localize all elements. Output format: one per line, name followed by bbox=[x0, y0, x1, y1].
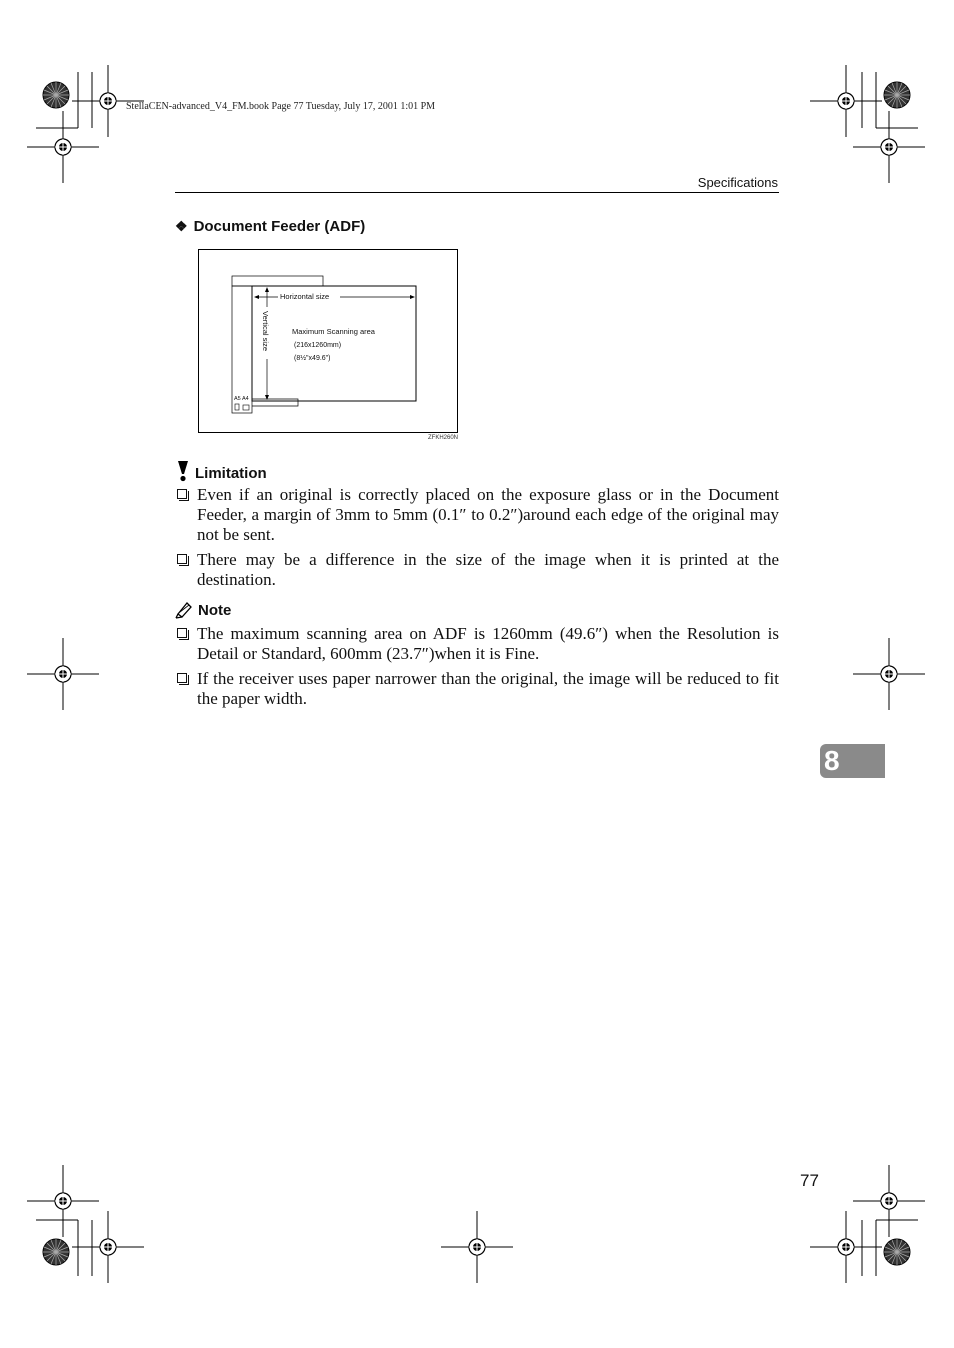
horizontal-size-label: Horizontal size bbox=[280, 292, 330, 301]
inch-size-label: (8½"x49.6") bbox=[294, 355, 331, 362]
section-title-text: Document Feeder (ADF) bbox=[193, 218, 366, 235]
diamond-bullet-icon: ❖ bbox=[175, 218, 188, 234]
checkbox-bullet-icon bbox=[177, 489, 187, 499]
note-title: Note bbox=[198, 601, 232, 619]
chapter-number: 8 bbox=[824, 745, 840, 776]
figure-code: ZFKH260N bbox=[428, 435, 459, 441]
list-item: There may be a difference in the size of the image when it is printed at the destination. bbox=[176, 550, 779, 590]
vertical-size-label: Vertical size bbox=[261, 311, 270, 352]
paper-size-labels: A5 A4 bbox=[234, 396, 249, 402]
list-item: Even if an original is correctly placed on the exposure glass or in the Document Feeder, a margin of 3mm to 5mm (0.1″ to 0.2″)around each edge of the original may not be sent. bbox=[176, 485, 779, 545]
checkbox-bullet-icon bbox=[177, 554, 187, 564]
exclamation-icon bbox=[176, 460, 190, 482]
checkbox-bullet-icon bbox=[177, 628, 187, 638]
list-item: The maximum scanning area on ADF is 1260mm (49.6″) when the Resolution is Detail or Standard, 600mm (23.7″)when it is Fine. bbox=[176, 624, 779, 664]
adf-scanning-area-figure bbox=[198, 249, 460, 435]
note-list bbox=[176, 624, 779, 714]
section-title bbox=[175, 218, 365, 235]
limitation-list bbox=[176, 485, 779, 595]
page-number: 77 bbox=[800, 1171, 819, 1190]
list-item: If the receiver uses paper narrower than the original, the image will be reduced to fit the paper width. bbox=[176, 669, 779, 709]
max-scanning-area-label: Maximum Scanning area bbox=[292, 327, 375, 336]
header-rule bbox=[175, 192, 779, 193]
pencil-icon bbox=[175, 601, 193, 619]
limitation-title: Limitation bbox=[195, 465, 267, 482]
note-heading bbox=[175, 601, 231, 619]
limitation-heading bbox=[176, 459, 267, 482]
metric-size-label: (216x1260mm) bbox=[294, 342, 342, 349]
file-info: StellaCEN-advanced_V4_FM.book Page 77 Tuesday, July 17, 2001 1:01 PM bbox=[126, 101, 436, 112]
chapter-tab bbox=[820, 744, 885, 778]
checkbox-bullet-icon bbox=[177, 673, 187, 683]
running-head: Specifications bbox=[697, 175, 778, 190]
